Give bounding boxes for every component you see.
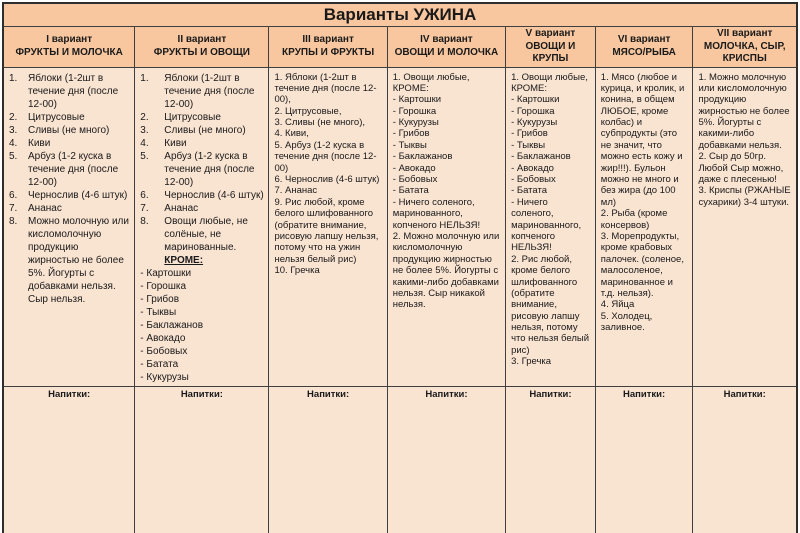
item-marker: 4. xyxy=(9,137,18,149)
list-item xyxy=(393,128,501,139)
list-item xyxy=(511,185,591,196)
drinks-row xyxy=(3,386,797,533)
header-cell-4 xyxy=(387,27,505,68)
list-item xyxy=(9,202,130,215)
header-cell-3 xyxy=(269,27,387,68)
item-text: - Батата xyxy=(392,185,429,197)
list-item xyxy=(698,72,792,152)
list-item xyxy=(511,94,591,105)
list-item xyxy=(140,280,264,293)
content-cell-3 xyxy=(269,67,387,386)
list-item xyxy=(9,189,130,202)
item-text: - Бобовых xyxy=(140,345,188,357)
item-text: - Тыквы xyxy=(511,139,546,151)
list-item xyxy=(511,106,591,117)
list-item xyxy=(140,215,264,254)
list-item xyxy=(393,185,501,196)
item-text: - Тыквы xyxy=(140,306,177,318)
list-item xyxy=(393,151,501,162)
item-text: - Грибов xyxy=(140,293,180,305)
item-text: 2. Цитрусовые, xyxy=(274,105,342,117)
list-item xyxy=(393,94,501,105)
list-item xyxy=(140,371,264,384)
item-text: - Бобовых xyxy=(511,174,556,186)
item-text: Арбуз (1-2 куска в течение дня (после 12-00) xyxy=(28,150,119,188)
item-text: Цитрусовые xyxy=(28,111,85,123)
list-item xyxy=(9,72,130,111)
food-list xyxy=(274,72,382,277)
header-cell-2 xyxy=(135,27,269,68)
list-item xyxy=(511,117,591,128)
list-item xyxy=(140,358,264,371)
drinks-heading: Напитки: xyxy=(307,388,350,400)
item-text: - Горошка xyxy=(392,105,437,117)
item-marker: 8. xyxy=(9,215,18,227)
list-item xyxy=(9,215,130,306)
list-item xyxy=(393,231,501,311)
list-item xyxy=(140,150,264,189)
food-list xyxy=(601,72,689,334)
category-label: МОЛОЧКА, СЫР, КРИСПЫ xyxy=(703,40,786,64)
list-item xyxy=(393,117,501,128)
list-item xyxy=(140,332,264,345)
item-text: Киви xyxy=(164,137,187,149)
food-list xyxy=(393,72,501,311)
drinks-cell-3 xyxy=(269,386,387,533)
category-label: МЯСО/РЫБА xyxy=(612,46,676,58)
list-item xyxy=(601,299,689,310)
item-marker: 6. xyxy=(9,189,18,201)
header-cell-5 xyxy=(506,27,596,68)
category-label: ОВОЩИ И МОЛОЧКА xyxy=(394,46,499,58)
item-text: 4. Яйца xyxy=(600,299,635,311)
content-row xyxy=(3,67,797,386)
list-item xyxy=(274,128,382,139)
drinks-heading: Напитки: xyxy=(425,388,468,400)
list-item xyxy=(140,306,264,319)
item-marker: 1. xyxy=(140,72,149,84)
content-cell-6 xyxy=(595,67,693,386)
item-text: 5. Холодец, заливное. xyxy=(600,310,653,334)
item-marker: 3. xyxy=(140,124,149,136)
item-text: Цитрусовые xyxy=(164,111,221,123)
list-item xyxy=(393,140,501,151)
item-marker: 8. xyxy=(140,215,149,227)
item-text: 9. Рис любой, кроме белого шлифованного (обратите внимание, рисовую лапшу нельзя, потому что на ужин нельзя белый рис) xyxy=(274,196,379,265)
list-item xyxy=(511,174,591,185)
variant-label: III вариант xyxy=(302,34,354,46)
list-item xyxy=(274,197,382,265)
item-text: Яблоки (1-2шт в течение дня (после 12-00) xyxy=(164,72,255,110)
item-text: Чернослив (4-6 штук) xyxy=(28,189,128,201)
list-item xyxy=(140,124,264,137)
title-row xyxy=(3,3,797,27)
variant-label: II вариант xyxy=(177,34,227,46)
item-marker: 4. xyxy=(140,137,149,149)
drinks-cell-4 xyxy=(387,386,505,533)
drinks-cell-1 xyxy=(3,386,135,533)
item-text: КРОМЕ: xyxy=(164,254,204,266)
item-text: - Баклажанов xyxy=(511,151,571,163)
item-text: - Кукурузы xyxy=(140,371,189,383)
list-item xyxy=(140,189,264,202)
item-text: 5. Арбуз (1-2 куска в течение дня (после 12-00) xyxy=(274,139,377,174)
item-marker: 7. xyxy=(9,202,18,214)
list-item xyxy=(511,128,591,139)
food-list xyxy=(140,72,264,384)
header-row xyxy=(3,27,797,68)
item-text: Ананас xyxy=(164,202,199,214)
item-text: - Грибов xyxy=(511,128,548,140)
item-text: 3. Сливы (не много), xyxy=(274,117,365,129)
list-item xyxy=(274,140,382,174)
page-title: Варианты УЖИНА xyxy=(3,3,797,27)
list-item xyxy=(140,254,264,267)
food-list xyxy=(511,72,591,368)
item-text: 3. Морепродукты, кроме крабовых палочек. (соленое, малосоленое, маринованное и т.д. нельзя). xyxy=(600,230,684,299)
item-text: - Картошки xyxy=(511,94,560,106)
variant-label: IV вариант xyxy=(420,34,473,46)
dinner-options-table xyxy=(2,2,798,533)
variant-label: VI вариант xyxy=(617,34,671,46)
list-item xyxy=(511,254,591,357)
item-text: 1. Можно молочную или кисломолочную продукцию жирностью не более 5%. Йогурты с какими-либо добавками нельзя. xyxy=(698,71,790,151)
item-text: - Баклажанов xyxy=(392,151,453,163)
list-item xyxy=(274,174,382,185)
list-item xyxy=(140,345,264,358)
list-item xyxy=(140,111,264,124)
item-text: - Горошка xyxy=(140,280,187,292)
drinks-cell-2 xyxy=(135,386,269,533)
item-text: - Картошки xyxy=(392,94,442,106)
list-item xyxy=(511,140,591,151)
item-text: Сливы (не много) xyxy=(28,124,110,136)
list-item xyxy=(140,267,264,280)
list-item xyxy=(601,208,689,231)
list-item xyxy=(601,311,689,334)
list-item xyxy=(511,356,591,367)
drinks-cell-7 xyxy=(693,386,797,533)
category-label: ФРУКТЫ И ОВОЩИ xyxy=(153,46,250,58)
list-item xyxy=(274,72,382,106)
list-item xyxy=(274,106,382,117)
item-text: Киви xyxy=(28,137,51,149)
item-text: - Кукурузы xyxy=(511,117,558,129)
list-item xyxy=(393,106,501,117)
item-text: Можно молочную или кисломолочную продукцию жирностью не более 5%. Йогурты с добавками нельзя. Сыр нельзя. xyxy=(28,215,129,305)
item-text: - Тыквы xyxy=(392,139,427,151)
content-cell-1 xyxy=(3,67,135,386)
item-text: 2. Рис любой, кроме белого шлифованного (обратите внимание, рисовую лапшу нельзя, потому что нельзя белый рис) xyxy=(511,253,590,356)
item-text: 2. Рыба (кроме консервов) xyxy=(600,208,668,231)
food-list xyxy=(698,72,792,209)
category-label: ФРУКТЫ И МОЛОЧКА xyxy=(15,46,123,58)
list-item xyxy=(393,197,501,231)
content-cell-4 xyxy=(387,67,505,386)
item-text: - Грибов xyxy=(392,128,430,140)
list-item xyxy=(698,185,792,208)
list-item xyxy=(274,265,382,276)
item-text: 7. Ананас xyxy=(274,185,318,197)
item-text: 3. Гречка xyxy=(511,356,552,368)
list-item xyxy=(698,151,792,185)
content-cell-2 xyxy=(135,67,269,386)
list-item xyxy=(9,137,130,150)
list-item xyxy=(511,197,591,254)
item-text: 3. Криспы (РЖАНЫЕ сухарики) 3-4 штуки. xyxy=(698,185,791,208)
item-text: - Ничего соленого, маринованного, копченого НЕЛЬЗЯ! xyxy=(392,196,481,231)
list-item xyxy=(393,163,501,174)
drinks-heading: Напитки: xyxy=(180,388,223,400)
item-text: - Батата xyxy=(511,185,548,197)
item-text: 1. Яблоки (1-2шт в течение дня (после 12-00), xyxy=(274,71,377,106)
header-cell-1 xyxy=(3,27,135,68)
drinks-heading: Напитки: xyxy=(529,388,572,400)
item-text: - Батата xyxy=(140,358,179,370)
item-text: - Горошка xyxy=(511,105,555,117)
drinks-heading: Напитки: xyxy=(48,388,91,400)
item-text: - Бобовых xyxy=(392,174,438,186)
item-text: 1. Мясо (любое и курица, и кролик, и конина, в общем ЛЮБОЕ, кроме колбас) и субпродукты (это не значит, что можно есть кожу и жир!!!). Бульон можно не много и без жира (до 100 мл) xyxy=(600,71,685,208)
list-item xyxy=(9,150,130,189)
variant-label: VII вариант xyxy=(717,28,773,39)
list-item xyxy=(511,163,591,174)
content-cell-7 xyxy=(693,67,797,386)
item-marker: 2. xyxy=(140,111,149,123)
list-item xyxy=(511,72,591,95)
list-item xyxy=(393,72,501,95)
category-label: КРУПЫ И ФРУКТЫ xyxy=(282,46,375,58)
item-text: - Картошки xyxy=(140,267,192,279)
list-item xyxy=(140,72,264,111)
list-item xyxy=(9,111,130,124)
item-text: Ананас xyxy=(28,202,62,214)
item-text: Арбуз (1-2 куска в течение дня (после 12-00) xyxy=(164,150,255,188)
item-text: - Ничего соленого, маринованного, копченого НЕЛЬЗЯ! xyxy=(511,196,582,254)
item-text: Яблоки (1-2шт в течение дня (после 12-00) xyxy=(28,72,119,110)
item-marker: 2. xyxy=(9,111,18,123)
header-cell-6 xyxy=(595,27,693,68)
variant-label: I вариант xyxy=(46,34,93,46)
item-marker: 6. xyxy=(140,189,149,201)
item-marker: 5. xyxy=(140,150,149,162)
list-item xyxy=(274,117,382,128)
drinks-cell-6 xyxy=(595,386,693,533)
content-cell-5 xyxy=(506,67,596,386)
item-marker: 5. xyxy=(9,150,18,162)
list-item xyxy=(393,174,501,185)
item-text: - Авокадо xyxy=(511,162,554,174)
item-marker: 3. xyxy=(9,124,18,136)
item-text: 4. Киви, xyxy=(274,128,309,140)
drinks-heading: Напитки: xyxy=(623,388,666,400)
list-item xyxy=(140,293,264,306)
item-text: 1. Овощи любые, КРОМЕ: xyxy=(511,71,588,94)
list-item xyxy=(274,185,382,196)
list-item xyxy=(9,124,130,137)
drinks-heading: Напитки: xyxy=(723,388,766,400)
drinks-cell-5 xyxy=(506,386,596,533)
food-list xyxy=(9,72,130,306)
item-text: Овощи любые, не солёные, не маринованные. xyxy=(164,215,248,253)
item-text: - Баклажанов xyxy=(140,319,204,331)
item-text: - Авокадо xyxy=(392,162,436,174)
item-text: 6. Чернослив (4-6 штук) xyxy=(274,174,380,186)
item-text: - Авокадо xyxy=(140,332,186,344)
variant-label: V вариант xyxy=(525,28,576,39)
item-marker: 1. xyxy=(9,72,18,84)
list-item xyxy=(601,72,689,209)
item-text: 1. Овощи любые, КРОМЕ: xyxy=(392,71,470,94)
category-label: ОВОЩИ И КРУПЫ xyxy=(525,40,576,64)
item-text: Чернослив (4-6 штук) xyxy=(164,189,264,201)
item-text: 2. Можно молочную или кисломолочную продукцию жирностью не более 5%. Йогурты с какими-либо добавками нельзя. Сыр никакой нельзя. xyxy=(392,230,500,311)
list-item xyxy=(511,151,591,162)
header-cell-7 xyxy=(693,27,797,68)
item-text: Сливы (не много) xyxy=(164,124,246,136)
list-item xyxy=(601,231,689,299)
item-text: 2. Сыр до 50гр. Любой Сыр можно, даже с плесенью! xyxy=(698,151,784,186)
list-item xyxy=(140,137,264,150)
item-text: 10. Гречка xyxy=(274,265,320,277)
item-marker: 7. xyxy=(140,202,149,214)
list-item xyxy=(140,202,264,215)
item-text: - Кукурузы xyxy=(392,117,439,129)
list-item xyxy=(140,319,264,332)
